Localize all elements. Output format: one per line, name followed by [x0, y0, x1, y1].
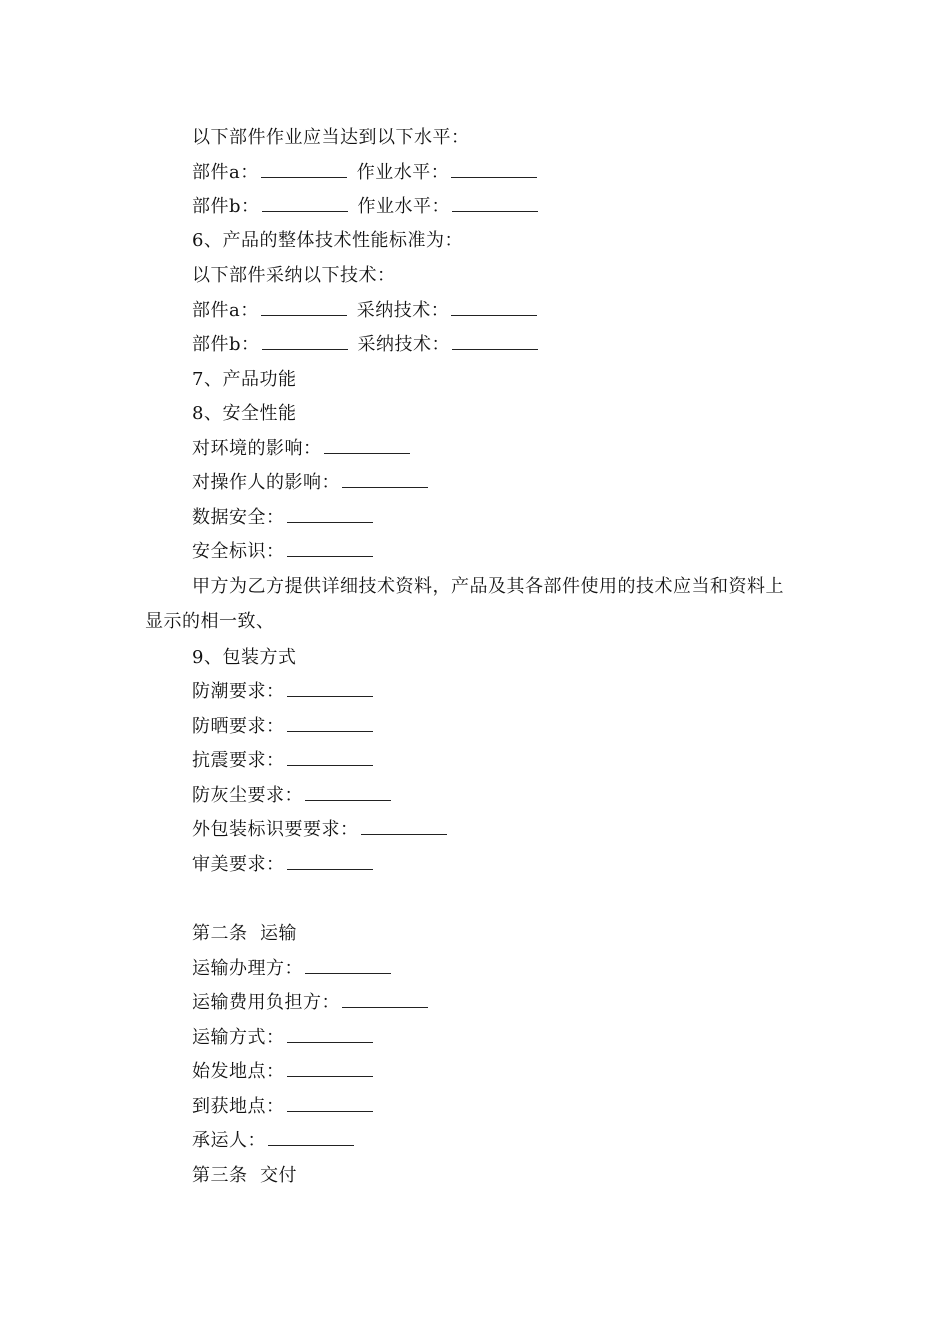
field-label: 承运人： [192, 1130, 266, 1151]
field-dust [192, 785, 391, 807]
field-blank[interactable] [287, 1062, 373, 1077]
field-shock [192, 750, 373, 772]
part-b-label: 部件b： [192, 334, 260, 355]
section-heading-9 [192, 647, 296, 669]
line-text: 以下部件采纳以下技术： [192, 265, 396, 286]
line-text: 7、产品功能 [192, 369, 297, 390]
line-text: 第二条 运输 [192, 923, 297, 944]
article-2-heading [192, 923, 297, 945]
line-part-a-tech [192, 300, 537, 322]
line-text: 8、安全性能 [192, 403, 297, 424]
part-a-label: 部件a： [192, 300, 259, 321]
part-a-blank[interactable] [261, 163, 347, 178]
field-label: 对操作人的影响： [192, 472, 340, 493]
field-label: 运输费用负担方： [192, 992, 340, 1013]
part-a-label: 部件a： [192, 162, 259, 183]
line-text: 以下部件作业应当达到以下水平： [192, 127, 470, 148]
field-moisture [192, 681, 373, 703]
field-label: 始发地点： [192, 1061, 285, 1082]
line-text: 9、包装方式 [192, 647, 297, 668]
field-label: 抗震要求： [192, 750, 285, 771]
field-blank[interactable] [287, 751, 373, 766]
field-transport-handler [192, 958, 391, 980]
field-data-safety [192, 507, 373, 529]
line-text: 第三条 交付 [192, 1165, 297, 1186]
field-blank[interactable] [305, 786, 391, 801]
field-blank[interactable] [287, 1028, 373, 1043]
line-text: 6、产品的整体技术性能标准为： [192, 230, 463, 251]
field-carrier [192, 1130, 354, 1152]
section-heading-8 [192, 403, 296, 425]
field-label: 到获地点： [192, 1096, 285, 1117]
field-transport-mode [192, 1027, 373, 1049]
part-b-blank[interactable] [262, 335, 348, 350]
level-blank[interactable] [452, 197, 538, 212]
field-blank[interactable] [287, 1097, 373, 1112]
field-label: 数据安全： [192, 507, 285, 528]
field-destination [192, 1096, 373, 1118]
line-parts-technology [192, 265, 396, 287]
paragraph-text: 显示的相一致、 [145, 611, 275, 632]
part-a-blank[interactable] [261, 301, 347, 316]
field-blank[interactable] [287, 717, 373, 732]
field-label: 防灰尘要求： [192, 785, 303, 806]
field-blank[interactable] [324, 439, 410, 454]
field-blank[interactable] [287, 542, 373, 557]
tech-blank[interactable] [451, 301, 537, 316]
part-b-label: 部件b： [192, 196, 260, 217]
section-heading-6 [192, 230, 463, 252]
field-label: 安全标识： [192, 541, 285, 562]
field-blank[interactable] [361, 820, 447, 835]
field-label: 对环境的影响： [192, 438, 322, 459]
field-blank[interactable] [342, 473, 428, 488]
field-blank[interactable] [287, 508, 373, 523]
field-outer-label [192, 819, 447, 841]
paragraph-continuation [145, 611, 275, 633]
section-heading-7 [192, 369, 296, 391]
field-sun [192, 716, 373, 738]
tech-label: 采纳技术： [357, 334, 451, 355]
field-aesthetic [192, 854, 373, 876]
field-operator [192, 472, 428, 494]
field-label: 运输办理方： [192, 958, 303, 979]
field-label: 防潮要求： [192, 681, 285, 702]
line-parts-standard [192, 127, 470, 149]
level-blank[interactable] [451, 163, 537, 178]
paragraph-technical-data [192, 576, 784, 598]
line-part-b-level [192, 196, 538, 218]
field-blank[interactable] [342, 993, 428, 1008]
field-label: 外包装标识要要求： [192, 819, 359, 840]
field-blank[interactable] [268, 1131, 354, 1146]
paragraph-text: 甲方为乙方提供详细技术资料，产品及其各部件使用的技术应当和资料上 [192, 576, 784, 597]
field-blank[interactable] [287, 682, 373, 697]
line-part-b-tech [192, 334, 538, 356]
field-label: 审美要求： [192, 854, 285, 875]
field-safety-mark [192, 541, 373, 563]
level-label: 作业水平： [357, 196, 451, 217]
field-label: 防晒要求： [192, 716, 285, 737]
level-label: 作业水平： [356, 162, 450, 183]
field-label: 运输方式： [192, 1027, 285, 1048]
article-3-heading [192, 1165, 297, 1187]
tech-label: 采纳技术： [356, 300, 450, 321]
field-transport-cost [192, 992, 428, 1014]
tech-blank[interactable] [452, 335, 538, 350]
field-origin [192, 1061, 373, 1083]
line-part-a-level [192, 162, 537, 184]
field-blank[interactable] [305, 959, 391, 974]
field-blank[interactable] [287, 855, 373, 870]
field-environment [192, 438, 410, 460]
part-b-blank[interactable] [262, 197, 348, 212]
